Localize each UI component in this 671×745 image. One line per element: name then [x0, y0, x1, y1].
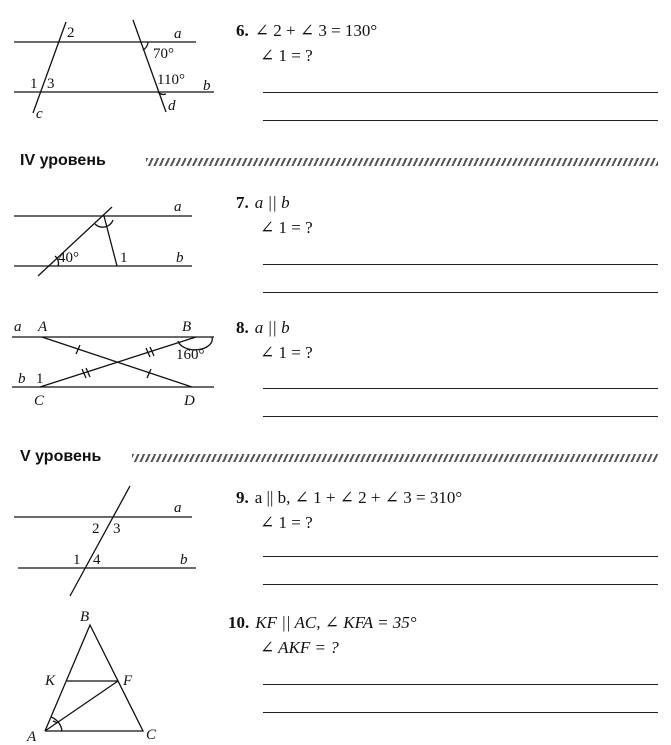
- answer-line: [263, 120, 658, 121]
- task-question: ∠ 1 = ?: [260, 343, 313, 362]
- label-160: 160°: [176, 347, 205, 363]
- task-question: ∠ 1 = ?: [260, 218, 313, 237]
- answer-line: [263, 556, 658, 557]
- label-B: B: [182, 319, 192, 335]
- task-7: [236, 190, 313, 240]
- label-A: A: [38, 319, 48, 335]
- label-F: F: [123, 673, 133, 689]
- label-a: a: [174, 500, 182, 516]
- angle-arc-A-outer: [51, 717, 62, 731]
- figure-8: [0, 315, 230, 410]
- figure-6: [0, 0, 230, 130]
- label-K: K: [45, 673, 56, 689]
- label-b: b: [203, 78, 211, 94]
- task-number: 10.: [228, 613, 250, 632]
- label-C: C: [34, 393, 45, 409]
- figure-10: [0, 605, 230, 745]
- label-3: 3: [113, 521, 121, 537]
- task-number: 6.: [236, 21, 249, 40]
- figure-7: [0, 190, 230, 280]
- label-C: C: [146, 727, 157, 743]
- line-d: [133, 20, 166, 112]
- task-question: ∠ 1 = ?: [260, 513, 313, 532]
- figure-9: [0, 480, 230, 600]
- answer-line: [263, 684, 658, 685]
- transversal: [70, 486, 130, 596]
- level-v-heading: V уровень: [20, 448, 102, 465]
- answer-line: [263, 264, 658, 265]
- label-a: a: [14, 319, 22, 335]
- task-8: [236, 315, 313, 365]
- label-d: d: [168, 98, 176, 114]
- task-6: [236, 18, 377, 68]
- label-1: 1: [73, 552, 81, 568]
- answer-line: [263, 292, 658, 293]
- label-a: a: [174, 26, 182, 42]
- label-1: 1: [30, 76, 38, 92]
- label-2: 2: [92, 521, 100, 537]
- label-A: A: [27, 729, 37, 745]
- task-question: ∠ AKF = ?: [260, 638, 339, 657]
- label-3: 3: [47, 76, 55, 92]
- level-iv-heading: IV уровень: [20, 152, 106, 169]
- task-condition: KF || AC, ∠ KFA = 35°: [255, 613, 417, 632]
- label-b: b: [18, 371, 26, 387]
- answer-line: [263, 388, 658, 389]
- label-b: b: [176, 250, 184, 266]
- task-number: 9.: [236, 488, 249, 507]
- answer-line: [263, 584, 658, 585]
- task-condition: a || b: [254, 318, 290, 337]
- angle-arc-A-inner: [53, 721, 57, 723]
- label-70: 70°: [153, 46, 174, 62]
- task-question: ∠ 1 = ?: [260, 46, 313, 65]
- label-2: 2: [67, 25, 75, 41]
- task-number: 8.: [236, 318, 249, 337]
- task-condition: ∠ 2 + ∠ 3 = 130°: [254, 21, 378, 40]
- answer-line: [263, 416, 658, 417]
- label-4: 4: [93, 552, 101, 568]
- task-10: [228, 610, 417, 660]
- task-condition: a || b: [254, 193, 290, 212]
- label-1: 1: [36, 371, 44, 387]
- answer-line: [263, 712, 658, 713]
- label-a: a: [174, 199, 182, 215]
- label-1: 1: [120, 250, 128, 266]
- task-9: [236, 485, 462, 535]
- label-110: 110°: [157, 72, 185, 88]
- task-condition: a || b, ∠ 1 + ∠ 2 + ∠ 3 = 310°: [254, 488, 463, 507]
- label-D: D: [184, 393, 195, 409]
- answer-line: [263, 92, 658, 93]
- task-number: 7.: [236, 193, 249, 212]
- label-b: b: [180, 552, 188, 568]
- level-divider: [132, 454, 658, 462]
- level-divider: [146, 158, 658, 166]
- label-B: B: [80, 609, 90, 625]
- angle-arc-70: [143, 42, 148, 50]
- line-c: [33, 22, 66, 113]
- label-c: c: [36, 106, 43, 122]
- label-40: 40°: [58, 250, 79, 266]
